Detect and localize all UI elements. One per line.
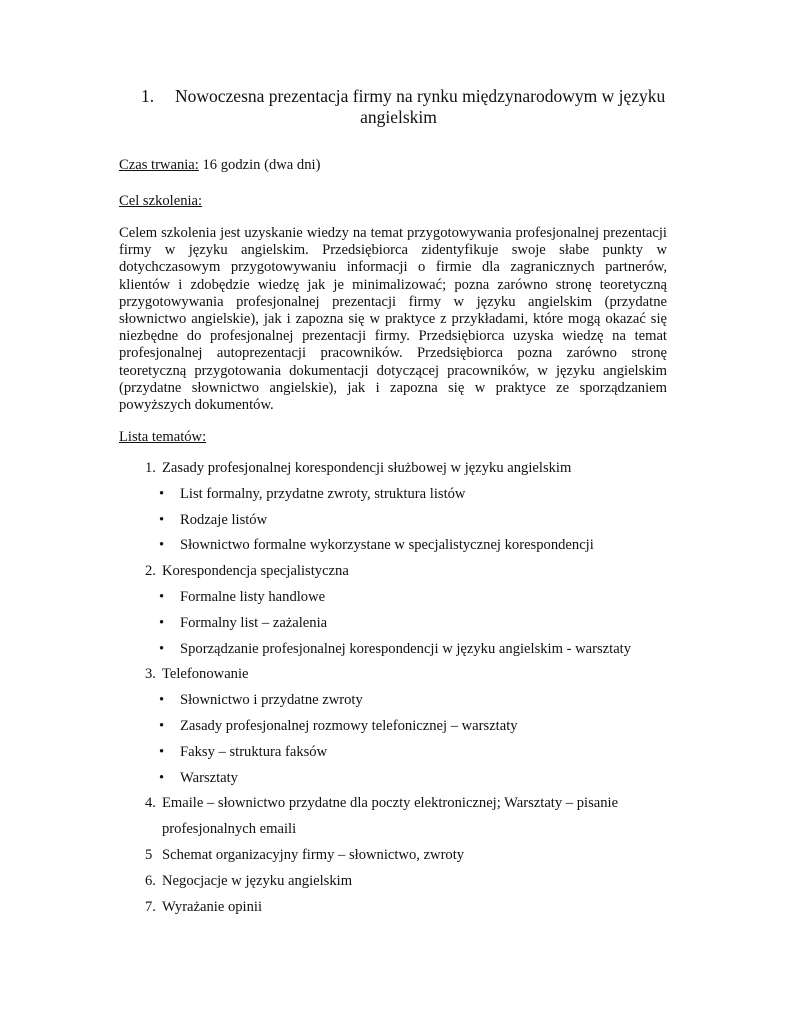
bullet-icon: • [159,640,165,657]
title-number: 1. [141,86,155,106]
bullet-icon: • [159,692,165,709]
topic-number: 2. [145,563,156,580]
title-line-1 [141,86,665,107]
bullet-icon: • [159,614,165,631]
topic-subitem [0,589,791,615]
topic-subitem [0,641,791,667]
topic-item-text: Zasady profesjonalnej korespondencji służbowej w języku angielskim [162,460,572,476]
topic-item-text: Wyrażanie opinii [162,898,263,915]
topic-subitem [0,486,791,512]
bullet-icon: • [159,717,165,734]
topic-item [0,795,791,821]
topic-subitem-text: Słownictwo formalne wykorzystane w specjalistycznej korespondencji [180,537,594,554]
topic-item-text: Telefonowanie [162,666,249,683]
topic-subitem [0,770,791,796]
topic-item [0,666,791,692]
duration-label: Czas trwania: [119,157,199,173]
bullet-icon: • [159,588,165,605]
topic-item [0,899,791,925]
topic-subitem-text: Formalne listy handlowe [180,588,326,605]
topic-subitem [0,512,791,538]
topic-subitem-text: Formalny list – zażalenia [180,614,328,631]
title-text-line-2: angielskim [360,107,437,127]
topic-subitem-text: Faksy – struktura faksów [180,743,328,760]
topic-item-text: Schemat organizacyjny firmy – słownictwo, zwroty [162,846,465,863]
bullet-icon: • [159,537,165,554]
topic-number: 1. [145,460,156,476]
topic-subitem [0,537,791,563]
topic-item-text: Negocjacje w języku angielskim [162,872,353,889]
topic-subitem [0,744,791,770]
topic-subitem-text: Słownictwo i przydatne zwroty [180,692,363,709]
topic-item [0,847,791,873]
topic-subitem-text: Warsztaty [180,769,238,786]
topic-item [0,873,791,899]
topic-subitem [0,692,791,718]
goal-heading: Cel szkolenia: [119,193,203,209]
topic-subitem [0,718,791,744]
topic-subitem-text: Zasady profesjonalnej rozmowy telefonicznej – warsztaty [180,717,518,734]
topic-item-text: Emaile – słownictwo przydatne dla poczty elektronicznej; Warsztaty – pisanie [162,795,619,812]
topic-subitem-text: Sporządzanie profesjonalnej korespondencji w języku angielskim - warsztaty [180,640,632,657]
topic-number: 6. [145,872,156,889]
topic-number: 3. [145,666,156,683]
bullet-icon: • [159,769,165,786]
topics-heading: Lista tematów: [119,429,207,445]
topics-list [0,460,791,924]
topic-item-continuation [0,821,791,847]
topic-number: 5 [145,846,153,863]
title-text-line-1: Nowoczesna prezentacja firmy na rynku międzynarodowym w języku [175,86,666,106]
topic-number: 7. [145,898,156,915]
topic-item [0,460,791,486]
topic-subitem-text: Rodzaje listów [180,511,268,528]
goal-paragraph: Celem szkolenia jest uzyskanie wiedzy na temat przygotowywania profesjonalnej prezentacji firmy w języku angielskim. Przedsiębiorca zidentyfikuje swoje słabe punkty w dotychczasowym przygotowywaniu informacji o firmie dla zagranicznych partnerów, klientów i zdobędzie wiedzę jak je minimalizować; pozna zarówno stronę teoretyczną przygotowywania profesjonalnej prezentacji firmy w języku angielskim (przydatne słownictwo angielskie), jak i zapozna się w praktyce z przykładami, które mogą okazać się niezbędne do profesjonalnej prezentacji firmy. Przedsiębiorca uzyska wiedzę na temat profesjonalnej autoprezentacji pracowników. Przedsiębiorca pozna zarówno stronę teoretyczną przygotowania dokumentacji dotyczącej pracowników, w języku angielskim (przydatne słownictwo angielskie), jak i zapozna się w praktyce ze sporządzaniem powyższych dokumentów. [119,225,667,414]
topic-item [0,563,791,589]
duration-line [119,157,320,174]
bullet-icon: • [159,511,165,528]
topic-number: 4. [145,795,156,812]
topic-item-text: profesjonalnych emaili [162,821,297,838]
topic-subitem [0,615,791,641]
topic-item-text: Korespondencja specjalistyczna [162,563,349,580]
bullet-icon: • [159,485,165,502]
bullet-icon: • [159,743,165,760]
topic-subitem-text: List formalny, przydatne zwroty, struktura listów [180,485,466,502]
duration-value: 16 godzin (dwa dni) [198,157,321,173]
